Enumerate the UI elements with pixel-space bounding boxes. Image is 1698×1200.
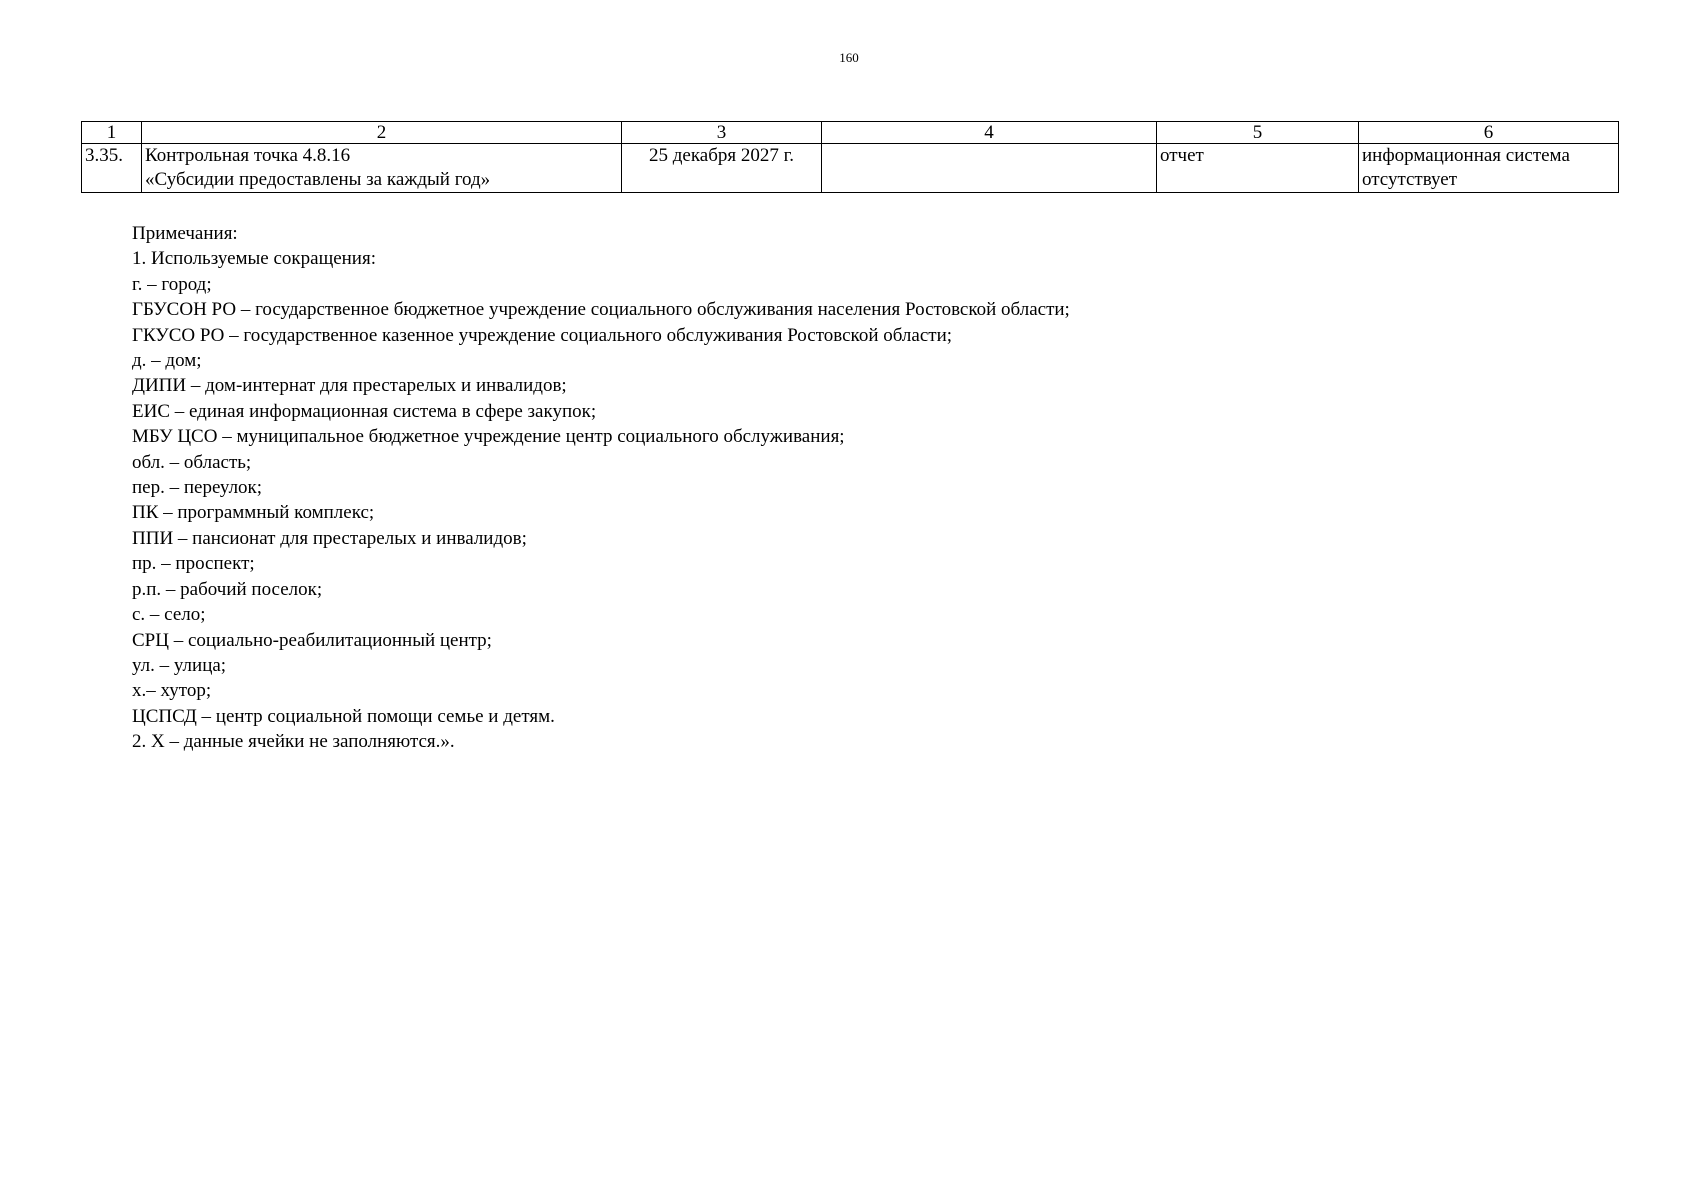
abbreviation-line: обл. – область;	[132, 451, 252, 473]
abbreviation-line: г. – город;	[132, 273, 212, 295]
abbreviation-line: х.– хутор;	[132, 680, 212, 702]
notes-item-empty-cells: 2. Х – данные ячейки не заполняются.».	[132, 731, 455, 753]
abbreviation-line: д. – дом;	[132, 350, 202, 372]
abbreviation-line: СРЦ – социально-реабилитационный центр;	[132, 629, 492, 651]
notes-section	[132, 221, 1070, 755]
table-row	[82, 144, 1619, 193]
information-system-line-1: информационная система	[1362, 145, 1570, 166]
abbreviation-line: пр. – проспект;	[132, 553, 255, 575]
responsible-cell	[822, 144, 1157, 193]
column-header-5: 5	[1157, 122, 1359, 144]
table-header-row	[82, 122, 1619, 144]
abbreviation-line: ДИПИ – дом-интернат для престарелых и инвалидов;	[132, 375, 567, 397]
column-header-4: 4	[822, 122, 1157, 144]
control-point-name-line-1: Контрольная точка 4.8.16	[145, 145, 351, 166]
control-point-name	[142, 144, 622, 193]
abbreviation-line: ЦСПСД – центр социальной помощи семье и детям.	[132, 705, 555, 727]
abbreviation-line: МБУ ЦСО – муниципальное бюджетное учреждение центр социального обслуживания;	[132, 426, 845, 448]
abbreviation-line: ЕИС – единая информационная система в сфере закупок;	[132, 400, 597, 422]
abbreviation-line: пер. – переулок;	[132, 477, 263, 499]
abbreviation-line: ул. – улица;	[132, 654, 227, 676]
notes-title: Примечания:	[132, 223, 238, 244]
abbreviation-line: р.п. – рабочий поселок;	[132, 578, 323, 600]
control-point-table	[81, 121, 1619, 193]
abbreviation-line: ГБУСОН РО – государственное бюджетное учреждение социального обслуживания населения Ростовской области;	[132, 299, 1070, 321]
control-point-name-line-2: «Субсидии предоставлены за каждый год»	[145, 169, 491, 190]
notes-item-abbreviations: 1. Используемые сокращения:	[132, 248, 376, 270]
information-system	[1359, 144, 1619, 193]
column-header-3: 3	[622, 122, 822, 144]
abbreviation-line: ПК – программный комплекс;	[132, 502, 375, 524]
page-number: 160	[839, 50, 859, 65]
abbreviation-line: ППИ – пансионат для престарелых и инвалидов;	[132, 527, 527, 549]
deadline-date: 25 декабря 2027 г.	[622, 144, 822, 193]
column-header-1: 1	[82, 122, 142, 144]
abbreviation-line: ГКУСО РО – государственное казенное учреждение социального обслуживания Ростовской области;	[132, 324, 953, 346]
column-header-2: 2	[142, 122, 622, 144]
abbreviation-line: с. – село;	[132, 604, 206, 626]
document-type: отчет	[1157, 144, 1359, 193]
information-system-line-2: отсутствует	[1362, 169, 1458, 190]
row-number: 3.35.	[82, 144, 142, 193]
column-header-6: 6	[1359, 122, 1619, 144]
